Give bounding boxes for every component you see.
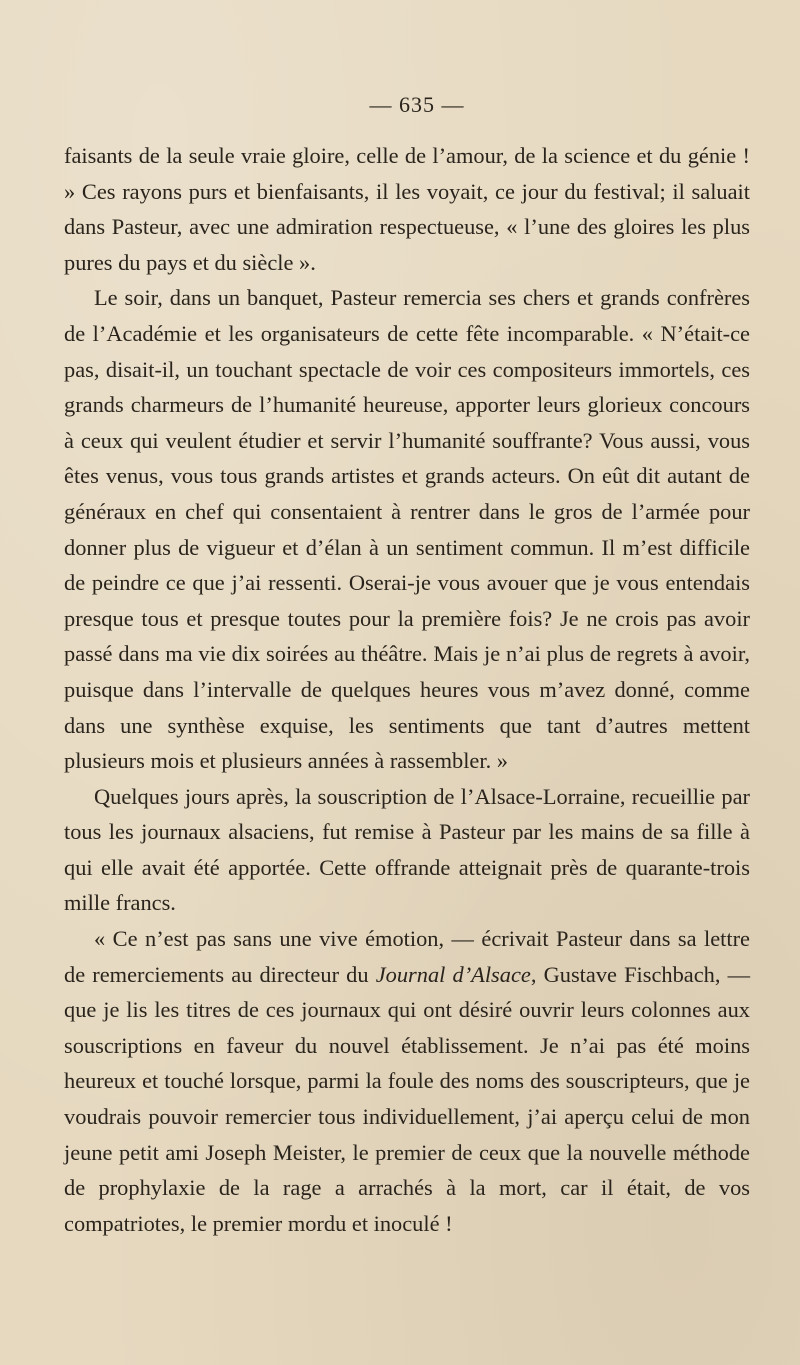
paragraph-4 (64, 921, 750, 1241)
paragraph-1: faisants de la seule vraie gloire, celle de l’amour, de la science et du génie ! » Ces rayons purs et bienfaisants, il les voyait, ce jour du festival; il saluait dans Pasteur, avec une admiration respectueuse, « l’une des gloires les plus pures du pays et du siècle ». (64, 143, 750, 275)
paragraph-3: Quelques jours après, la souscription de l’Alsace-Lorraine, recueillie par tous les journaux alsaciens, fut remise à Pasteur par les mains de sa fille à qui elle avait été apportée. Cette offrande atteignait près de quarante-trois mille francs. (64, 783, 750, 916)
paragraph-2: Le soir, dans un banquet, Pasteur remercia ses chers et grands confrères de l’Académie et les organisateurs de cette fête incomparable. « N’était-ce pas, disait-il, un touchant spectacle de voir ces compositeurs immortels, ces grands charmeurs de l’humanité heureuse, apporter leurs glorieux concours à ceux qui veulent étudier et servir l’humanité souffrante? Vous aussi, vous êtes venus, vous tous grands artistes et grands acteurs. On eût dit autant de généraux en chef qui consentaient à rentrer dans le gros de l’armée pour donner plus de vigueur et d’élan à un sentiment commun. Il m’est difficile de peindre ce que j’ai ressenti. Oserai-je vous avouer que je vous entendais presque tous et presque toutes pour la première fois? Je ne crois pas avoir passé dans ma vie dix soirées au théâtre. Mais je n’ai plus de regrets à avoir, puisque dans l’intervalle de quelques heures vous m’avez donné, comme dans une synthèse exquise, les sentiments que tant d’autres mettent plusieurs mois et plusieurs années à rassembler. » (64, 285, 750, 774)
body-text (64, 138, 750, 1241)
paragraph-4-before: « Ce n’est pas sans une vive émotion, — écrivait Pasteur dans sa lettre de remerciements au directeur du (64, 926, 750, 987)
newspaper-title: Journal d’Alsace (375, 961, 531, 987)
paragraph-4-after: , Gustave Fischbach, — que je lis les titres de ces journaux qui ont désiré ouvrir leurs colonnes aux souscriptions en faveur du nouvel établissement. Je n’ai pas été moins heureux et touché lorsque, parmi la foule des noms des souscripteurs, que je voudrais pouvoir remercier tous individuellement, j’ai aperçu celui de mon jeune petit ami Joseph Meister, le premier de ceux que la nouvelle méthode de prophylaxie de la rage a arrachés à la mort, car il était, de vos compatriotes, le premier mordu et inoculé ! (64, 961, 751, 1236)
page-number: — 635 — (369, 92, 465, 117)
